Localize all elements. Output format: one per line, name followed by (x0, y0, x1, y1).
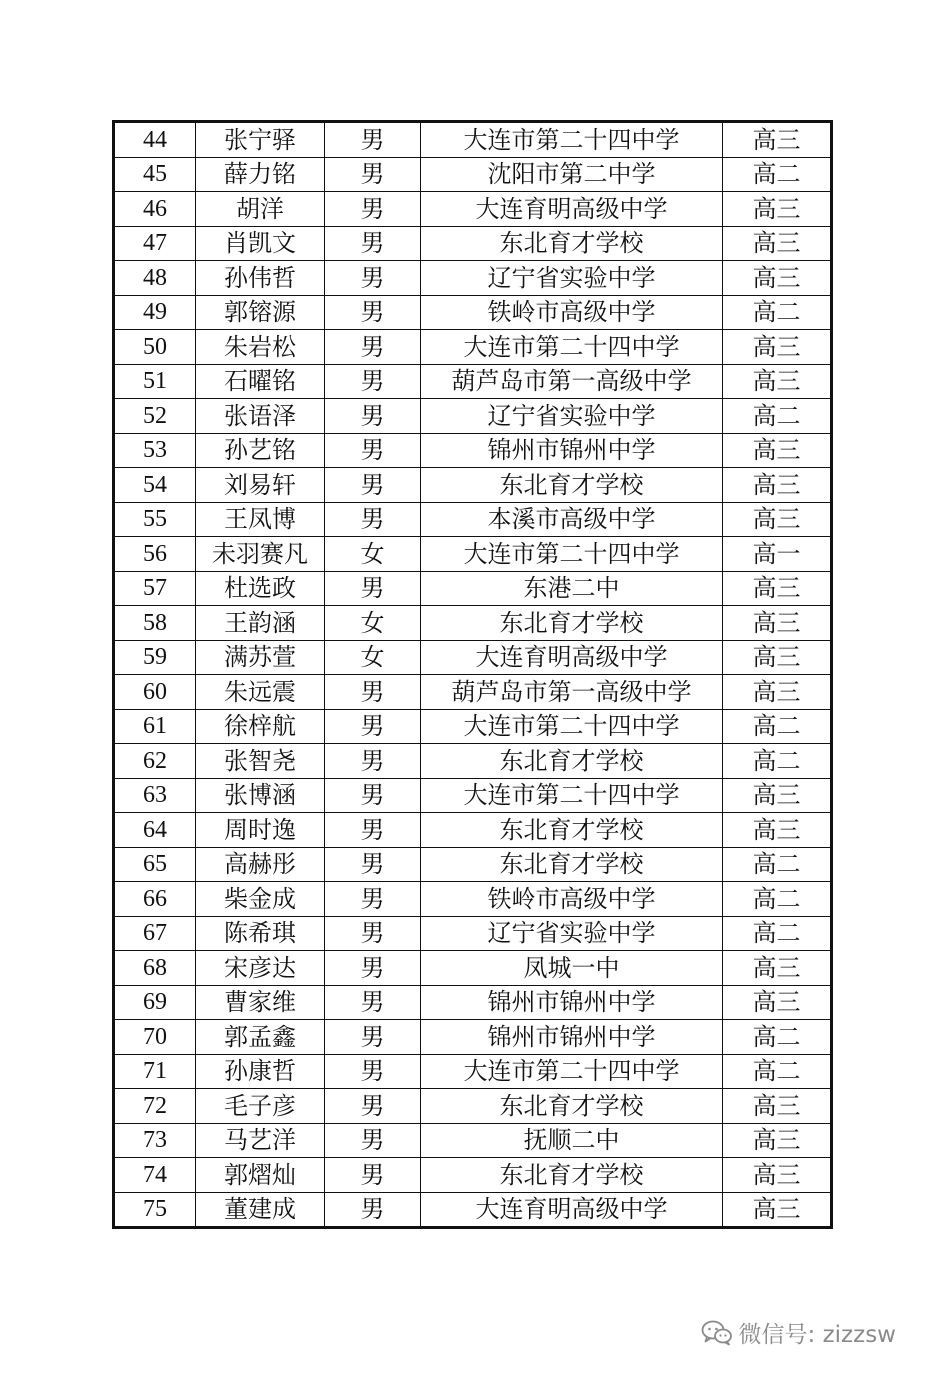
cell-school: 东港二中 (421, 571, 723, 606)
cell-school: 大连市第二十四中学 (421, 537, 723, 572)
cell-name: 高赫彤 (196, 847, 325, 882)
cell-gender: 男 (325, 433, 421, 468)
cell-school: 葫芦岛市第一高级中学 (421, 675, 723, 710)
cell-gender: 女 (325, 537, 421, 572)
cell-gender: 男 (325, 330, 421, 365)
cell-name: 陈希琪 (196, 916, 325, 951)
cell-number: 56 (114, 537, 196, 572)
cell-number: 70 (114, 1020, 196, 1055)
table-row (114, 433, 832, 468)
table-row (114, 709, 832, 744)
cell-school: 辽宁省实验中学 (421, 261, 723, 296)
cell-number: 60 (114, 675, 196, 710)
cell-name: 郭镕源 (196, 295, 325, 330)
cell-number: 49 (114, 295, 196, 330)
table-row (114, 916, 832, 951)
cell-gender: 男 (325, 502, 421, 537)
cell-grade: 高三 (723, 330, 832, 365)
cell-name: 张博涵 (196, 778, 325, 813)
cell-number: 68 (114, 951, 196, 986)
cell-school: 本溪市高级中学 (421, 502, 723, 537)
cell-grade: 高二 (723, 1054, 832, 1089)
cell-school: 大连育明高级中学 (421, 640, 723, 675)
cell-number: 72 (114, 1089, 196, 1124)
cell-school: 东北育才学校 (421, 1158, 723, 1193)
cell-gender: 女 (325, 640, 421, 675)
cell-name: 肖凯文 (196, 226, 325, 261)
cell-grade: 高二 (723, 709, 832, 744)
cell-number: 69 (114, 985, 196, 1020)
cell-grade: 高三 (723, 640, 832, 675)
cell-number: 61 (114, 709, 196, 744)
cell-number: 59 (114, 640, 196, 675)
cell-number: 52 (114, 399, 196, 434)
cell-gender: 男 (325, 261, 421, 296)
cell-school: 东北育才学校 (421, 468, 723, 503)
cell-name: 王凤博 (196, 502, 325, 537)
cell-school: 东北育才学校 (421, 226, 723, 261)
cell-name: 朱远震 (196, 675, 325, 710)
cell-gender: 男 (325, 399, 421, 434)
cell-grade: 高三 (723, 468, 832, 503)
cell-number: 47 (114, 226, 196, 261)
cell-gender: 男 (325, 1158, 421, 1193)
cell-number: 67 (114, 916, 196, 951)
cell-grade: 高三 (723, 571, 832, 606)
cell-grade: 高二 (723, 295, 832, 330)
cell-grade: 高三 (723, 122, 832, 158)
cell-gender: 男 (325, 916, 421, 951)
cell-name: 张智尧 (196, 744, 325, 779)
cell-school: 铁岭市高级中学 (421, 295, 723, 330)
table-row (114, 399, 832, 434)
table-row (114, 468, 832, 503)
cell-name: 周时逸 (196, 813, 325, 848)
watermark (701, 1316, 896, 1349)
cell-gender: 男 (325, 468, 421, 503)
table-row (114, 640, 832, 675)
cell-school: 葫芦岛市第一高级中学 (421, 364, 723, 399)
cell-grade: 高二 (723, 847, 832, 882)
cell-gender: 男 (325, 122, 421, 158)
table-row (114, 261, 832, 296)
cell-number: 64 (114, 813, 196, 848)
table-row (114, 1020, 832, 1055)
cell-name: 刘易轩 (196, 468, 325, 503)
cell-grade: 高三 (723, 502, 832, 537)
cell-school: 凤城一中 (421, 951, 723, 986)
cell-gender: 男 (325, 1089, 421, 1124)
cell-grade: 高三 (723, 433, 832, 468)
cell-name: 孙艺铭 (196, 433, 325, 468)
cell-gender: 男 (325, 1054, 421, 1089)
cell-gender: 男 (325, 364, 421, 399)
cell-grade: 高二 (723, 916, 832, 951)
table-row (114, 1192, 832, 1228)
cell-grade: 高三 (723, 985, 832, 1020)
cell-number: 46 (114, 192, 196, 227)
cell-gender: 男 (325, 1123, 421, 1158)
cell-number: 51 (114, 364, 196, 399)
cell-number: 54 (114, 468, 196, 503)
roster-body (114, 122, 832, 1228)
cell-name: 徐梓航 (196, 709, 325, 744)
cell-name: 胡洋 (196, 192, 325, 227)
cell-grade: 高二 (723, 744, 832, 779)
table-row (114, 157, 832, 192)
table-row (114, 1158, 832, 1193)
cell-grade: 高二 (723, 1020, 832, 1055)
cell-school: 锦州市锦州中学 (421, 433, 723, 468)
table-row (114, 226, 832, 261)
cell-number: 45 (114, 157, 196, 192)
cell-grade: 高三 (723, 192, 832, 227)
cell-name: 张语泽 (196, 399, 325, 434)
cell-school: 锦州市锦州中学 (421, 985, 723, 1020)
cell-grade: 高三 (723, 261, 832, 296)
cell-number: 55 (114, 502, 196, 537)
cell-grade: 高二 (723, 399, 832, 434)
table-row (114, 778, 832, 813)
cell-school: 东北育才学校 (421, 847, 723, 882)
cell-school: 辽宁省实验中学 (421, 399, 723, 434)
cell-gender: 女 (325, 606, 421, 641)
cell-grade: 高三 (723, 226, 832, 261)
table-row (114, 951, 832, 986)
cell-gender: 男 (325, 709, 421, 744)
cell-gender: 男 (325, 571, 421, 606)
cell-school: 东北育才学校 (421, 606, 723, 641)
cell-school: 大连市第二十四中学 (421, 778, 723, 813)
cell-name: 马艺洋 (196, 1123, 325, 1158)
cell-grade: 高二 (723, 157, 832, 192)
cell-school: 大连市第二十四中学 (421, 709, 723, 744)
cell-name: 朱岩松 (196, 330, 325, 365)
cell-gender: 男 (325, 675, 421, 710)
cell-school: 铁岭市高级中学 (421, 882, 723, 917)
cell-number: 66 (114, 882, 196, 917)
cell-number: 62 (114, 744, 196, 779)
table-row (114, 744, 832, 779)
table-row (114, 882, 832, 917)
table-row (114, 502, 832, 537)
cell-name: 薛力铭 (196, 157, 325, 192)
cell-gender: 男 (325, 157, 421, 192)
table-row (114, 122, 832, 158)
cell-name: 柴金成 (196, 882, 325, 917)
cell-gender: 男 (325, 744, 421, 779)
cell-grade: 高三 (723, 675, 832, 710)
cell-grade: 高二 (723, 882, 832, 917)
cell-school: 辽宁省实验中学 (421, 916, 723, 951)
cell-gender: 男 (325, 951, 421, 986)
cell-number: 44 (114, 122, 196, 158)
cell-school: 锦州市锦州中学 (421, 1020, 723, 1055)
cell-number: 53 (114, 433, 196, 468)
roster-table (112, 120, 833, 1229)
cell-name: 毛子彦 (196, 1089, 325, 1124)
cell-name: 未羽赛凡 (196, 537, 325, 572)
table-row (114, 847, 832, 882)
cell-school: 东北育才学校 (421, 813, 723, 848)
cell-gender: 男 (325, 882, 421, 917)
cell-gender: 男 (325, 1192, 421, 1228)
cell-school: 大连市第二十四中学 (421, 330, 723, 365)
cell-gender: 男 (325, 778, 421, 813)
cell-number: 73 (114, 1123, 196, 1158)
cell-gender: 男 (325, 192, 421, 227)
cell-gender: 男 (325, 985, 421, 1020)
table-row (114, 537, 832, 572)
cell-gender: 男 (325, 847, 421, 882)
cell-number: 63 (114, 778, 196, 813)
table-row (114, 1054, 832, 1089)
cell-name: 孙康哲 (196, 1054, 325, 1089)
cell-grade: 高三 (723, 778, 832, 813)
cell-school: 东北育才学校 (421, 744, 723, 779)
table-row (114, 295, 832, 330)
cell-number: 65 (114, 847, 196, 882)
table-row (114, 571, 832, 606)
cell-number: 74 (114, 1158, 196, 1193)
cell-grade: 高一 (723, 537, 832, 572)
cell-name: 宋彦达 (196, 951, 325, 986)
table-row (114, 985, 832, 1020)
cell-name: 郭孟鑫 (196, 1020, 325, 1055)
table-row (114, 364, 832, 399)
cell-grade: 高三 (723, 364, 832, 399)
table-row (114, 606, 832, 641)
cell-name: 曹家维 (196, 985, 325, 1020)
cell-school: 沈阳市第二中学 (421, 157, 723, 192)
cell-number: 48 (114, 261, 196, 296)
table-row (114, 1089, 832, 1124)
cell-number: 57 (114, 571, 196, 606)
cell-number: 75 (114, 1192, 196, 1228)
cell-school: 抚顺二中 (421, 1123, 723, 1158)
cell-name: 郭熠灿 (196, 1158, 325, 1193)
cell-gender: 男 (325, 1020, 421, 1055)
cell-name: 石曜铭 (196, 364, 325, 399)
cell-grade: 高三 (723, 1123, 832, 1158)
cell-name: 杜选政 (196, 571, 325, 606)
table-row (114, 330, 832, 365)
cell-name: 张宁驿 (196, 122, 325, 158)
cell-grade: 高三 (723, 951, 832, 986)
cell-school: 大连市第二十四中学 (421, 122, 723, 158)
cell-school: 东北育才学校 (421, 1089, 723, 1124)
cell-gender: 男 (325, 813, 421, 848)
cell-name: 董建成 (196, 1192, 325, 1228)
cell-school: 大连育明高级中学 (421, 192, 723, 227)
table-row (114, 1123, 832, 1158)
cell-name: 王韵涵 (196, 606, 325, 641)
cell-grade: 高三 (723, 606, 832, 641)
watermark-label: 微信号: zizzsw (738, 1322, 896, 1348)
cell-number: 71 (114, 1054, 196, 1089)
table-row (114, 675, 832, 710)
cell-gender: 男 (325, 226, 421, 261)
cell-grade: 高三 (723, 813, 832, 848)
cell-grade: 高三 (723, 1192, 832, 1228)
cell-number: 50 (114, 330, 196, 365)
cell-name: 满苏萱 (196, 640, 325, 675)
cell-school: 大连市第二十四中学 (421, 1054, 723, 1089)
cell-school: 大连育明高级中学 (421, 1192, 723, 1228)
cell-name: 孙伟哲 (196, 261, 325, 296)
wechat-icon (701, 1320, 733, 1346)
cell-grade: 高三 (723, 1158, 832, 1193)
table-row (114, 813, 832, 848)
cell-gender: 男 (325, 295, 421, 330)
cell-number: 58 (114, 606, 196, 641)
cell-grade: 高三 (723, 1089, 832, 1124)
table-row (114, 192, 832, 227)
